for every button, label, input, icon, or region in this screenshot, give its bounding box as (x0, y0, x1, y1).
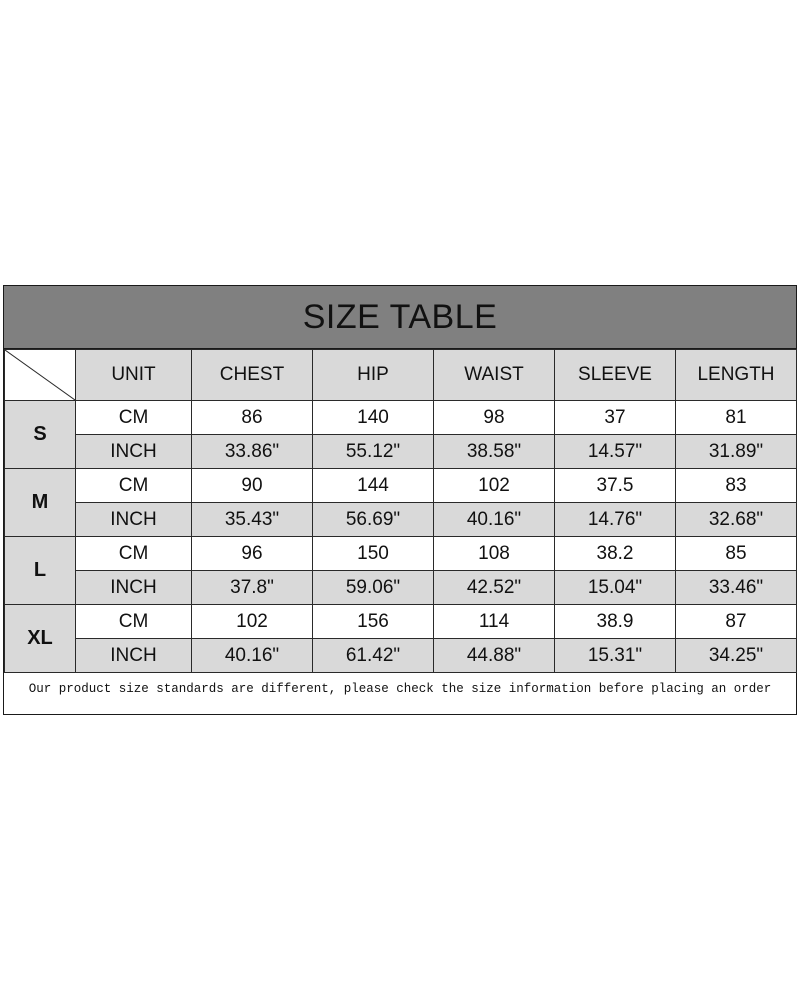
size-row-cm (5, 401, 797, 435)
measurement-cell: 42.52" (434, 571, 555, 605)
unit-cell: CM (76, 605, 192, 639)
size-label: M (5, 469, 76, 537)
size-row-inch (5, 435, 797, 469)
measurement-cell: 38.58" (434, 435, 555, 469)
column-header-sleeve: SLEEVE (555, 350, 676, 401)
unit-cell: INCH (76, 571, 192, 605)
measurement-cell: 102 (434, 469, 555, 503)
corner-cell (5, 350, 76, 401)
column-header-hip: HIP (313, 350, 434, 401)
measurement-cell: 108 (434, 537, 555, 571)
size-label: L (5, 537, 76, 605)
measurement-cell: 14.76" (555, 503, 676, 537)
measurement-cell: 156 (313, 605, 434, 639)
measurement-cell: 15.04" (555, 571, 676, 605)
measurement-cell: 114 (434, 605, 555, 639)
diagonal-divider (5, 350, 75, 400)
measurement-cell: 44.88" (434, 639, 555, 673)
measurement-cell: 35.43" (192, 503, 313, 537)
measurement-cell: 32.68" (676, 503, 797, 537)
measurement-cell: 38.2 (555, 537, 676, 571)
measurement-cell: 33.86" (192, 435, 313, 469)
measurement-cell: 38.9 (555, 605, 676, 639)
unit-cell: CM (76, 401, 192, 435)
size-label: XL (5, 605, 76, 673)
measurement-cell: 56.69" (313, 503, 434, 537)
measurement-cell: 14.57" (555, 435, 676, 469)
measurement-cell: 37.8" (192, 571, 313, 605)
measurement-cell: 102 (192, 605, 313, 639)
measurement-cell: 96 (192, 537, 313, 571)
size-label: S (5, 401, 76, 469)
measurement-cell: 90 (192, 469, 313, 503)
measurement-cell: 40.16" (192, 639, 313, 673)
size-row-inch (5, 571, 797, 605)
measurement-cell: 83 (676, 469, 797, 503)
measurement-cell: 15.31" (555, 639, 676, 673)
size-row-cm (5, 537, 797, 571)
measurement-cell: 31.89" (676, 435, 797, 469)
measurement-cell: 150 (313, 537, 434, 571)
measurement-cell: 34.25" (676, 639, 797, 673)
size-row-inch (5, 503, 797, 537)
measurement-cell: 33.46" (676, 571, 797, 605)
column-header-length: LENGTH (676, 350, 797, 401)
measurement-cell: 98 (434, 401, 555, 435)
measurement-cell: 86 (192, 401, 313, 435)
unit-cell: CM (76, 469, 192, 503)
measurement-cell: 140 (313, 401, 434, 435)
column-header-waist: WAIST (434, 350, 555, 401)
unit-cell: INCH (76, 435, 192, 469)
measurement-cell: 144 (313, 469, 434, 503)
measurement-cell: 61.42" (313, 639, 434, 673)
measurement-cell: 87 (676, 605, 797, 639)
size-disclaimer: Our product size standards are different, please check the size information before placing an order (28, 681, 772, 696)
measurement-cell: 40.16" (434, 503, 555, 537)
unit-cell: INCH (76, 639, 192, 673)
measurement-cell: 59.06" (313, 571, 434, 605)
unit-cell: CM (76, 537, 192, 571)
unit-cell: INCH (76, 503, 192, 537)
chart-title: SIZE TABLE (4, 286, 796, 349)
size-row-cm (5, 605, 797, 639)
measurement-cell: 37.5 (555, 469, 676, 503)
size-row-cm (5, 469, 797, 503)
column-header-unit: UNIT (76, 350, 192, 401)
measurement-cell: 37 (555, 401, 676, 435)
size-table (4, 349, 797, 673)
header-row (5, 350, 797, 401)
measurement-cell: 55.12" (313, 435, 434, 469)
measurement-cell: 81 (676, 401, 797, 435)
size-chart (3, 285, 797, 715)
column-header-chest: CHEST (192, 350, 313, 401)
measurement-cell: 85 (676, 537, 797, 571)
